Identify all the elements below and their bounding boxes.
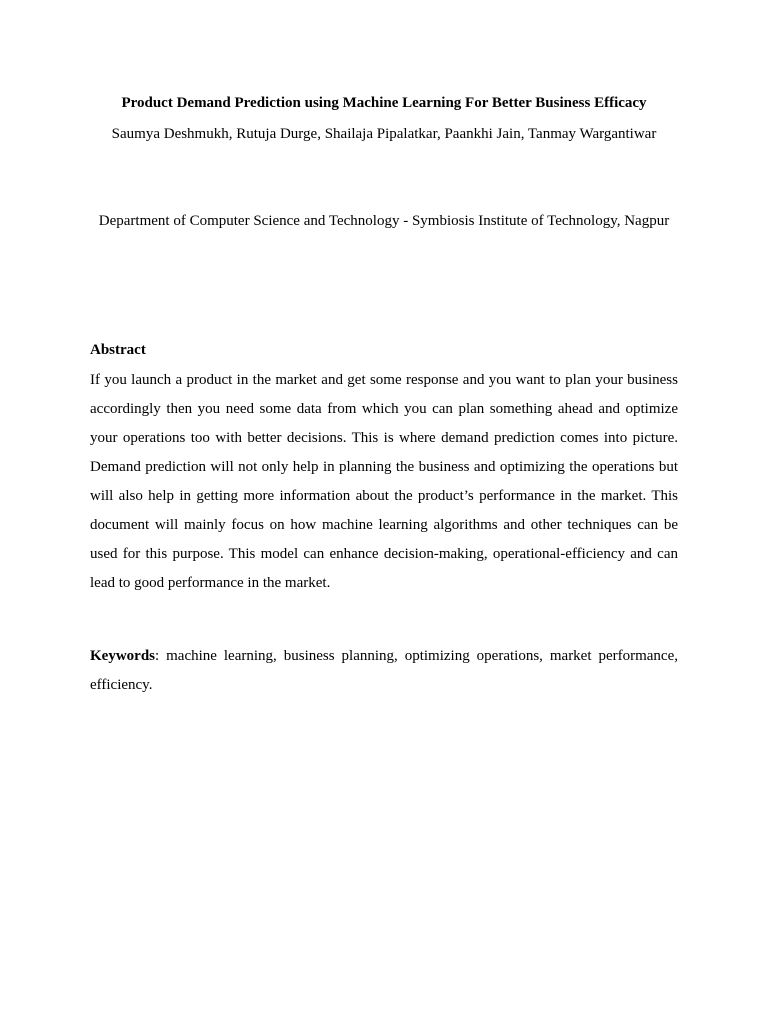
abstract-heading: Abstract: [90, 342, 146, 358]
keywords-list: : machine learning, business planning, optimizing operations, market performance, efficiency.: [90, 648, 678, 693]
keywords-label: Keywords: [90, 648, 155, 664]
abstract-body: If you launch a product in the market and get some response and you want to plan your business accordingly then you need some data from which you can plan something ahead and optimize your operations too with better decisions. This is where demand prediction comes into picture. Demand prediction will not only help in planning the business and optimizing the operations but will also help in getting more information about the product’s performance in the market. This document will mainly focus on how machine learning algorithms and other techniques can be used for this purpose. This model can enhance decision-making, operational-efficiency and can lead to good performance in the market.: [90, 372, 678, 591]
affiliation: Department of Computer Science and Technology - Symbiosis Institute of Technology, Nagpur: [98, 213, 670, 229]
paper-title: Product Demand Prediction using Machine Learning For Better Business Efficacy: [121, 95, 647, 111]
author-list: Saumya Deshmukh, Rutuja Durge, Shailaja Pipalatkar, Paankhi Jain, Tanmay Wargantiwar: [111, 126, 657, 142]
keywords-paragraph: [90, 642, 678, 700]
